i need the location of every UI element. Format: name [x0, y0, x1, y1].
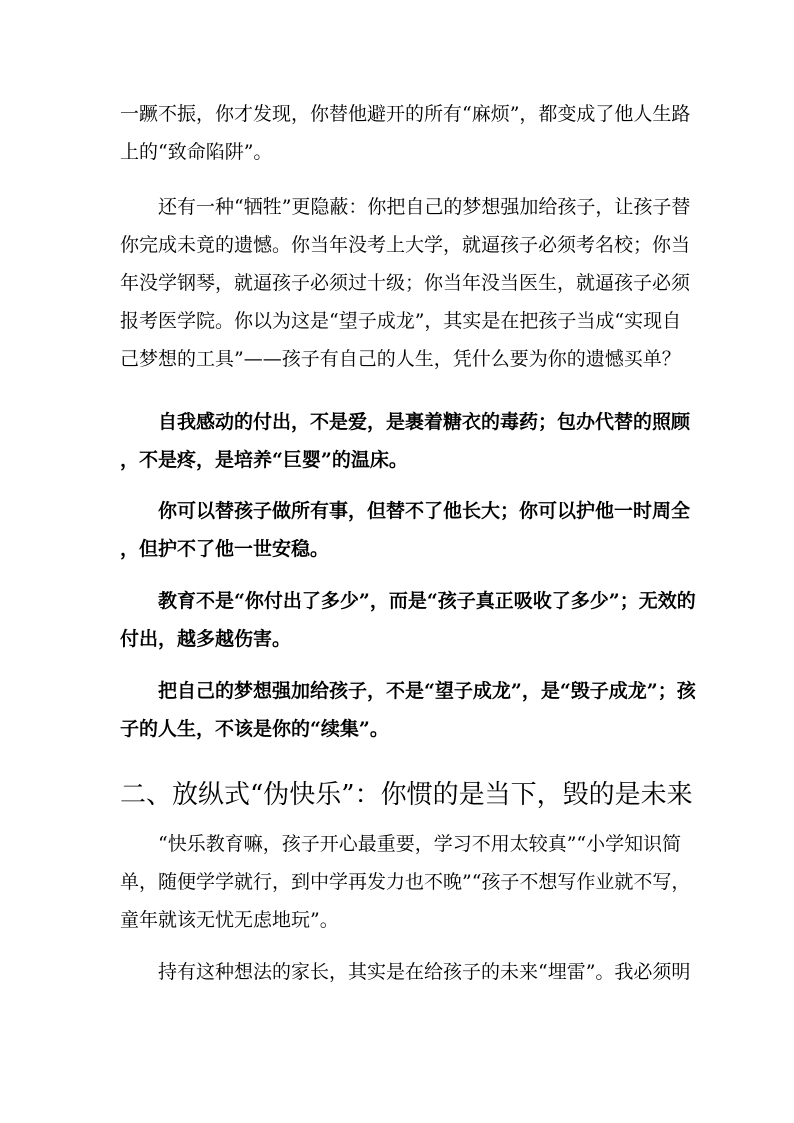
paragraph-1: [120, 95, 691, 171]
paragraph-3-bold: [120, 403, 691, 479]
text-line: 上的“致命陷阱”。: [120, 141, 273, 163]
section-heading: 二、放纵式“伪快乐”：你惯的是当下，毁的是未来: [120, 780, 693, 810]
text-line: 把自己的梦想强加给孩子，不是“望子成龙”，是“毁子成龙”；孩: [158, 680, 696, 702]
text-line: 己梦想的工具”——孩子有自己的人生，凭什么要为你的遗憾买单？: [120, 348, 681, 370]
text-line: ，但护不了他一世安稳。: [120, 538, 330, 560]
text-line: 年没学钢琴，就逼孩子必须过十级；你当年没当医生，就逼孩子必须: [120, 272, 691, 294]
paragraph-7: [120, 825, 691, 939]
paragraph-4-bold: [120, 492, 691, 568]
paragraph-8: [120, 953, 691, 991]
text-line: 童年就该无忧无虑地玩”。: [120, 909, 339, 931]
text-line: 还有一种“牺牲”更隐蔽：你把自己的梦想强加给孩子，让孩子替: [158, 196, 691, 218]
text-line: ，不是疼，是培养“巨婴”的温床。: [120, 449, 408, 471]
text-line: 你完成未竟的遗憾。你当年没考上大学，就逼孩子必须考名校；你当: [120, 234, 691, 256]
text-line: 单，随便学学就行，到中学再发力也不晚”“孩子不想写作业就不写，: [120, 871, 691, 893]
paragraph-2: [120, 188, 691, 378]
text-line: 报考医学院。你以为这是“望子成龙”，其实是在把孩子当成“实现自: [120, 310, 682, 332]
text-line: 持有这种想法的家长，其实是在给孩子的未来“埋雷”。我必须明: [158, 961, 691, 983]
paragraph-5-bold: [120, 582, 696, 658]
text-line: 一蹶不振，你才发现，你替他避开的所有“麻烦”，都变成了他人生路: [120, 103, 691, 125]
text-line: 子的人生，不该是你的“续集”。: [120, 718, 389, 740]
text-line: 你可以替孩子做所有事，但替不了他长大；你可以护他一时周全: [158, 500, 691, 522]
text-line: 教育不是“你付出了多少”，而是“孩子真正吸收了多少”；无效的: [158, 590, 696, 612]
text-line: “快乐教育嘛，孩子开心最重要，学习不用太较真”“小学知识简: [158, 833, 682, 855]
text-line: 自我感动的付出，不是爱，是裹着糖衣的毒药；包办代替的照顾: [158, 411, 691, 433]
paragraph-6-bold: [120, 672, 696, 748]
text-line: 付出，越多越伤害。: [120, 628, 292, 650]
